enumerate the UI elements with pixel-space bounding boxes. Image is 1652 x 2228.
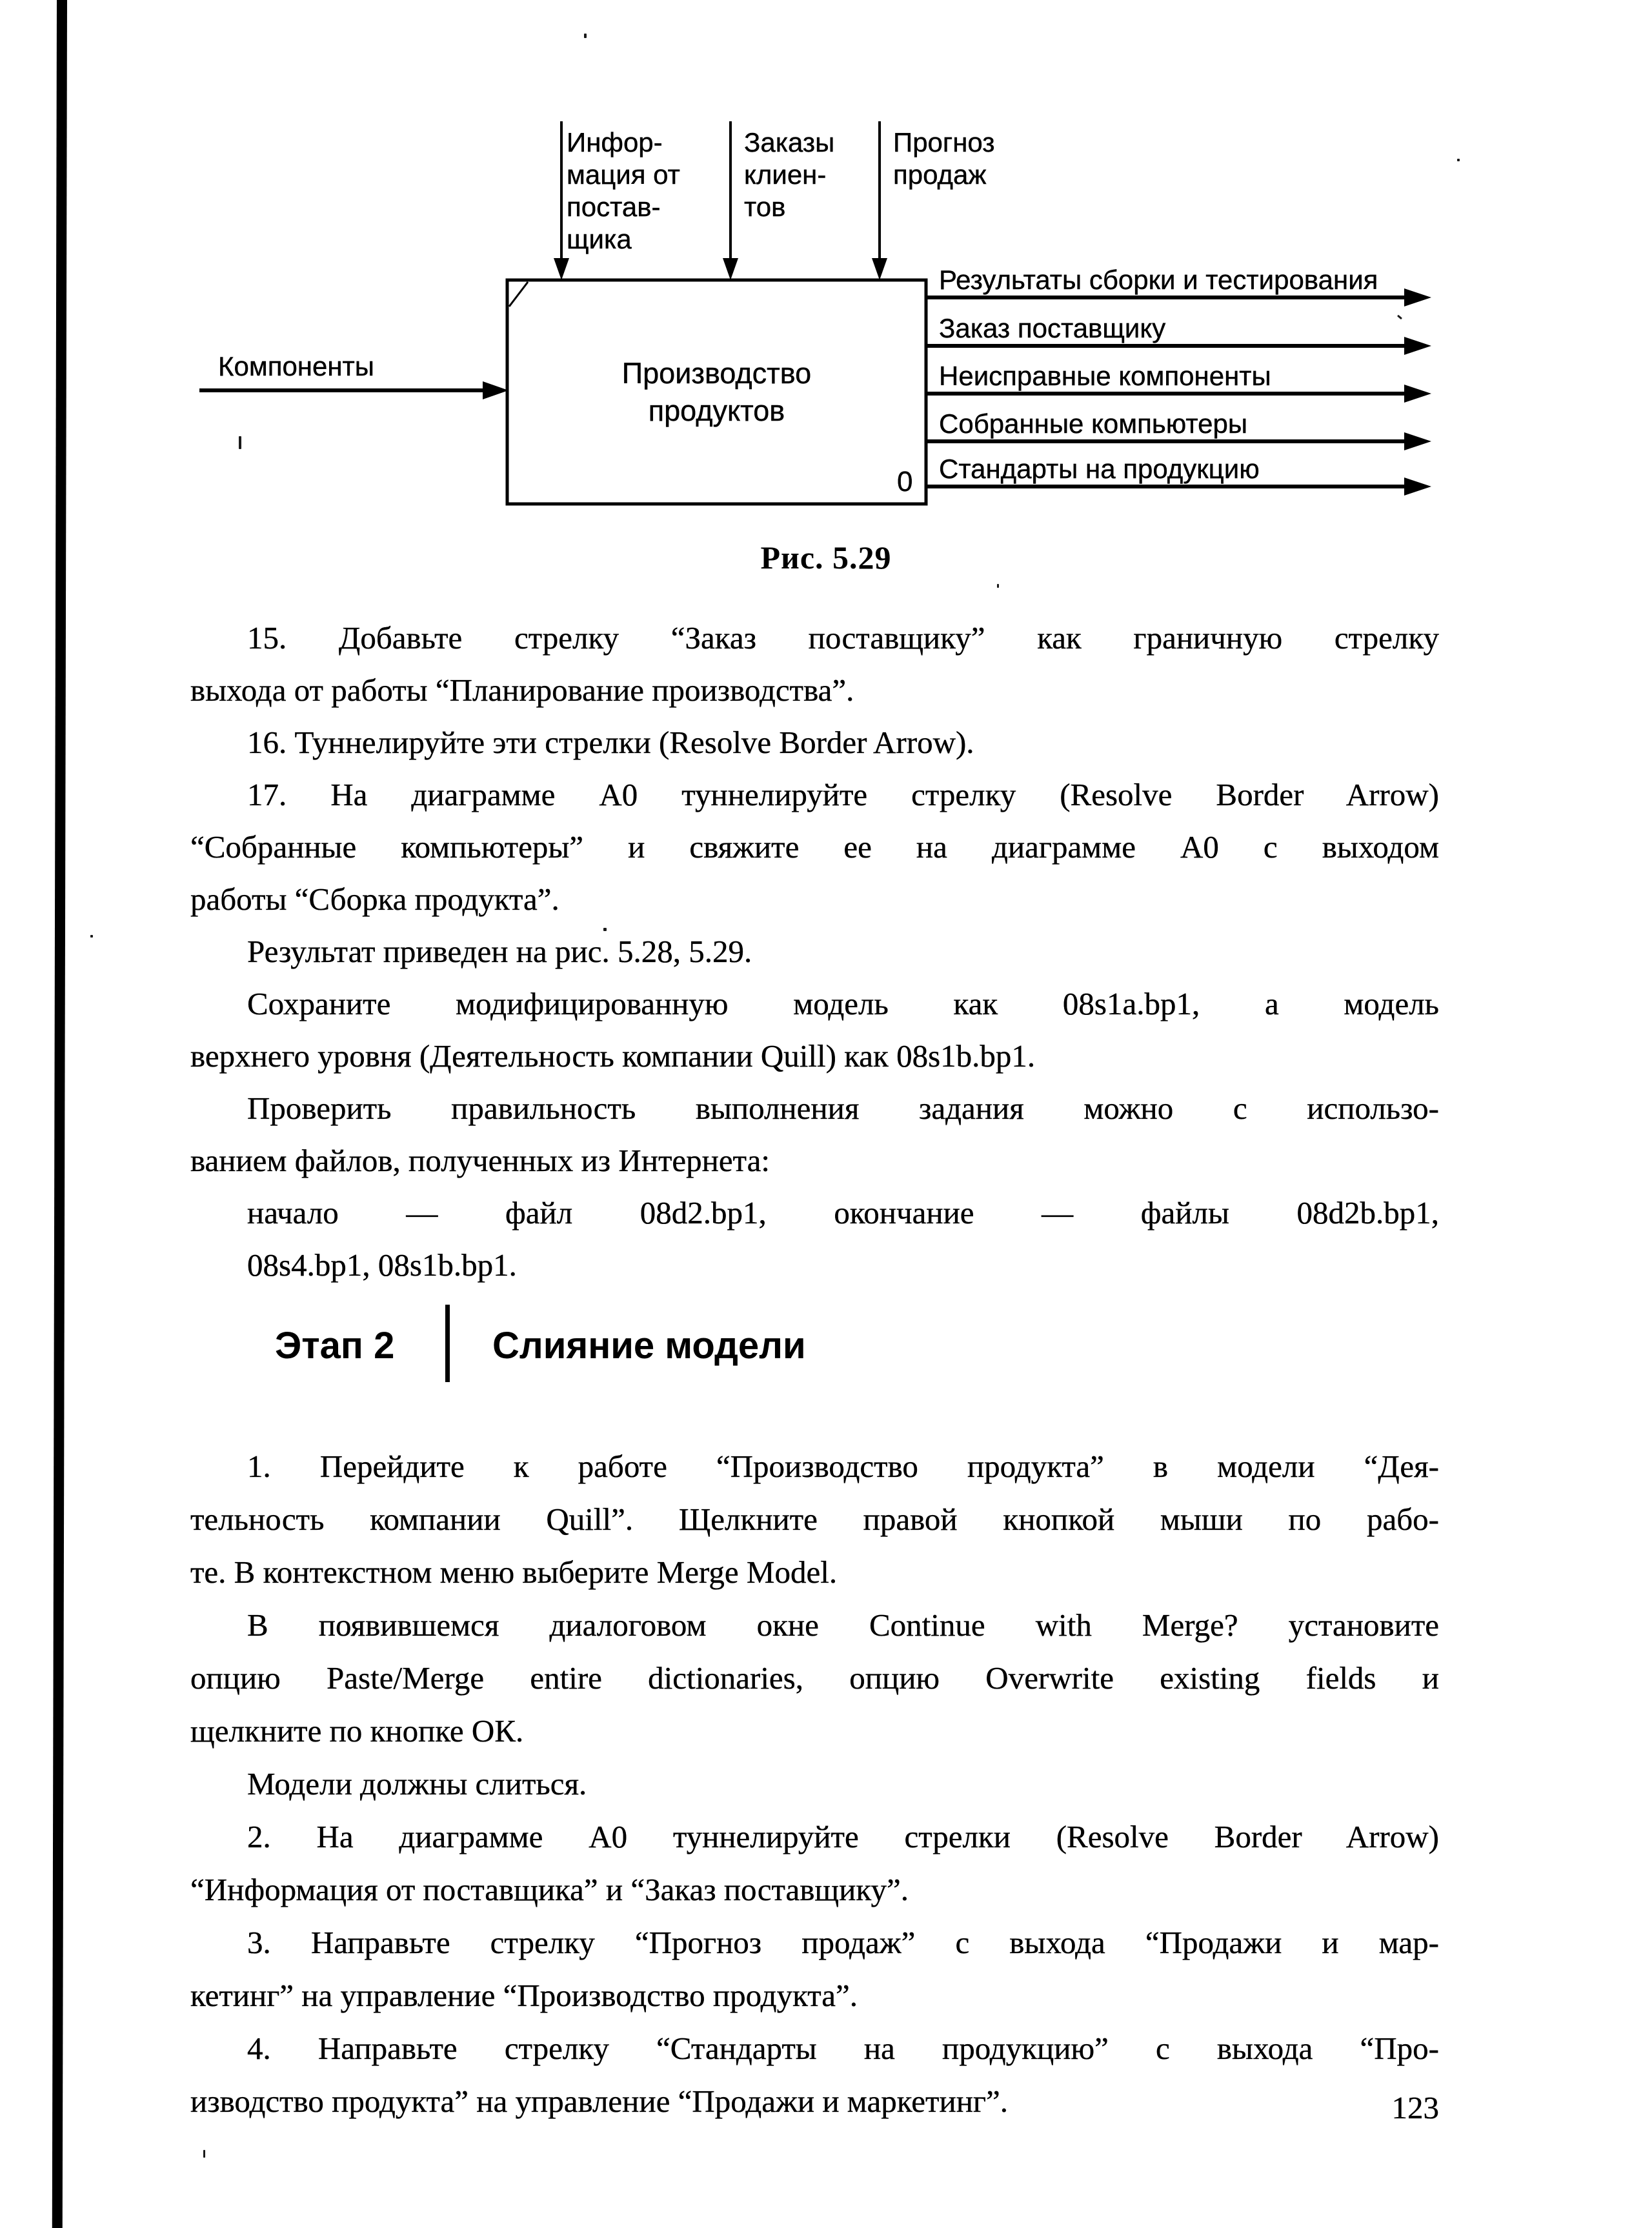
text-line: Модели должны слиться. (247, 1766, 587, 1801)
arrow-label-client-orders (744, 126, 834, 223)
output-label: Заказ поставщику (939, 313, 1166, 343)
text-line: щелкните по кнопке ОК. (190, 1713, 524, 1749)
arrow-right-icon (1404, 432, 1431, 450)
text-line: “Собранные компьютеры” и свяжите ее на диаграмме А0 с выходом (190, 829, 1439, 865)
text-line: 4. Направьте стрелку “Стандарты на продукцию” с выхода “Про- (247, 2031, 1439, 2066)
scan-speck (203, 2150, 205, 2158)
scan-speck (584, 34, 587, 38)
arrow-label-supplier-info (567, 126, 680, 256)
activity-box-number: 0 (897, 466, 913, 497)
output-label: Неисправные компоненты (939, 361, 1271, 391)
figure-caption: Рис. 5.29 (760, 539, 892, 576)
text-line: тельность компании Quill”. Щелкните правой кнопкой мыши по рабо- (190, 1501, 1439, 1537)
scan-speck (239, 436, 241, 449)
text-line: работы “Сборка продукта”. (190, 881, 559, 917)
text-line: “Информация от поставщика” и “Заказ поставщику”. (190, 1872, 909, 1907)
arrow-right-icon (1404, 477, 1431, 496)
arrow-label-components: Компоненты (218, 351, 374, 381)
text-line: 15. Добавьте стрелку “Заказ поставщику” как граничную стрелку (247, 620, 1439, 656)
text-line: Проверить правильность выполнения задания можно с использо- (247, 1090, 1439, 1126)
label-line: постав- (567, 192, 661, 222)
output-label: Результаты сборки и тестирования (939, 265, 1378, 295)
arrow-down-icon (554, 258, 569, 280)
text-line: 16. Туннелируйте эти стрелки (Resolve Border Arrow). (247, 725, 974, 760)
activity-box-title (507, 280, 926, 504)
label-line: щика (567, 224, 632, 254)
text-line: те. В контекстном меню выберите Merge Model. (190, 1554, 838, 1590)
idef0-diagram (0, 97, 1652, 587)
text-line: Результат приведен на рис. 5.28, 5.29. (247, 934, 752, 969)
text-line: В появившемся диалоговом окне Continue with Merge? установите (247, 1607, 1439, 1643)
text-line: начало — файл 08d2.bp1, окончание — файлы 08d2b.bp1, (247, 1195, 1439, 1230)
text-line: 2. На диаграмме А0 туннелируйте стрелки (Resolve Border Arrow) (247, 1819, 1439, 1854)
label-line: Заказы (744, 127, 835, 157)
text-line: изводство продукта” на управление “Продажи и маркетинг”. (190, 2083, 1009, 2119)
label-line: мация от (567, 159, 680, 190)
text-line: 3. Направьте стрелку “Прогноз продаж” с выхода “Продажи и мар- (247, 1925, 1439, 1960)
arrow-right-icon (1404, 385, 1431, 403)
text-line: Сохраните модифицированную модель как 08s1a.bp1, а модель (247, 986, 1439, 1021)
text-line: 17. На диаграмме А0 туннелируйте стрелку (Resolve Border Arrow) (247, 777, 1439, 812)
label-line: Инфор- (567, 127, 663, 157)
arrow-down-icon (872, 258, 887, 280)
text-line: верхнего уровня (Деятельность компании Quill) как 08s1b.bp1. (190, 1038, 1036, 1074)
scan-speck (1457, 159, 1460, 161)
arrow-right-icon (1404, 288, 1431, 306)
text-line: 1. Перейдите к работе “Производство продукта” в модели “Дея- (247, 1449, 1439, 1484)
page-number: 123 (1391, 2090, 1439, 2125)
text-line: 08s4.bp1, 08s1b.bp1. (247, 1247, 517, 1283)
body-text-section-1 (190, 612, 1439, 1291)
output-label: Стандарты на продукцию (939, 454, 1260, 484)
text-line: выхода от работы “Планирование производства”. (190, 672, 854, 708)
scan-speck (997, 584, 999, 588)
output-label: Собранные компьютеры (939, 408, 1248, 439)
stage-divider-rule (445, 1305, 450, 1382)
body-text-section-2 (190, 1440, 1439, 2128)
text-line: ванием файлов, полученных из Интернета: (190, 1143, 770, 1178)
label-line: клиен- (744, 159, 827, 190)
box-title-line: продуктов (648, 394, 785, 427)
label-line: тов (744, 192, 786, 222)
scan-speck (90, 935, 93, 938)
text-line: опцию Paste/Merge entire dictionaries, опцию Overwrite existing fields и (190, 1660, 1439, 1696)
stage-label: Этап 2 (275, 1325, 395, 1367)
arrow-right-icon (1404, 337, 1431, 355)
label-line: Прогноз (893, 127, 995, 157)
label-line: продаж (893, 159, 987, 190)
box-title-line: Производство (621, 356, 812, 390)
stage-heading (0, 1324, 1652, 1401)
arrow-label-sales-forecast (893, 126, 995, 191)
stage-title: Слияние модели (492, 1325, 806, 1367)
arrow-down-icon (723, 258, 738, 280)
arrow-right-icon (483, 381, 509, 399)
text-line: кетинг” на управление “Производство продукта”. (190, 1978, 858, 2013)
scan-speck (603, 928, 607, 931)
